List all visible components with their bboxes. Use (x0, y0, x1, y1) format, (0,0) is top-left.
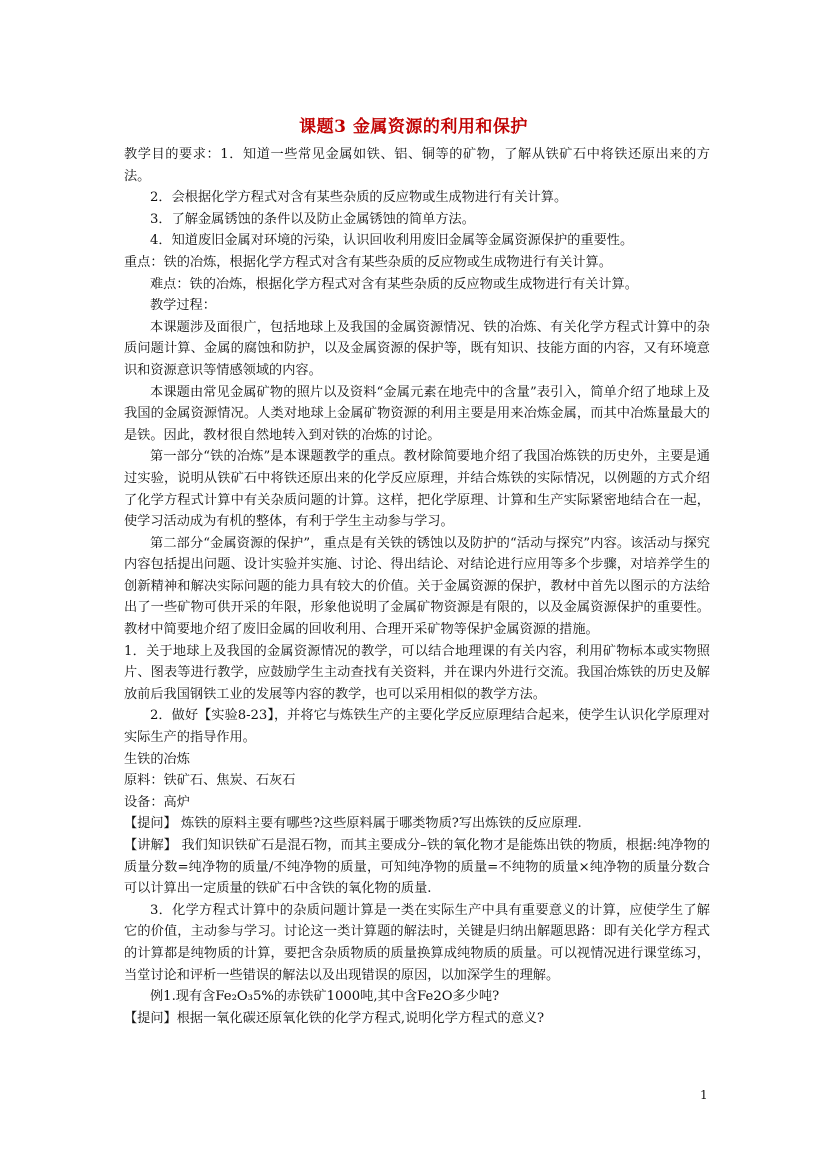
paragraph: 教学目的要求：1．知道一些常见金属如铁、铝、铜等的矿物，了解从铁矿石中将铁还原出来的方法。 (124, 147, 710, 184)
paragraph: 设备：高炉 (124, 794, 190, 810)
paragraph: 难点：铁的冶炼，根据化学方程式对含有某些杂质的反应物或生成物进行有关计算。 (150, 276, 638, 292)
paragraph: 本课题由常见金属矿物的照片以及资料“金属元素在地壳中的含量”表引入，简单介绍了地球上及我国的金属资源情况。人类对地球上金属矿物资源的利用主要是用来冶炼金属，而其中冶炼量最大的是铁。因此，教材很自然地转入到对铁的冶炼的讨论。 (124, 384, 710, 443)
paragraph: 2．会根据化学方程式对含有某些杂质的反应物或生成物进行有关计算。 (150, 190, 568, 206)
paragraph: 第二部分“金属资源的保护”，重点是有关铁的锈蚀以及防护的“活动与探究”内容。该活动与探究内容包括提出问题、设计实验并实施、讨论、得出结论、对结论进行应用等多个步骤，对培养学生的创新精神和解决实际问题的能力具有较大的价值。关于金属资源的保护，教材中首先以图示的方法给出了一些矿物可供开采的年限，形象他说明了金属矿物资源是有限的，以及金属资源保护的重要性。教材中简要地介绍了废旧金属的回收利用、合理开采矿物等保护金属资源的措施。 (124, 535, 710, 638)
paragraph: 【讲解】 我们知识铁矿石是混石物，而其主要成分–铁的氧化物才是能炼出铁的物质，根据:纯净物的质量分数=纯净物的质量/不纯净物的质量，可知纯净物的质量=不纯物的质量×纯净物的质量分数合可以计算出一定质量的铁矿石中含铁的氧化物的质量. (124, 838, 710, 897)
paragraph: 原料：铁矿石、焦炭、石灰石 (124, 773, 296, 789)
paragraph: 3．了解金属锈蚀的条件以及防止金属锈蚀的简单方法。 (150, 211, 475, 227)
paragraph: 3．化学方程式计算中的杂质问题计算是一类在实际生产中具有重要意义的计算，应使学生了解它的价值，主动参与学习。讨论这一类计算题的解法时，关键是归纳出解题思路：即有关化学方程式的计算都是纯物质的计算，要把含杂质物质的质量换算成纯物质的质量。可以视情况进行课堂练习，当堂讨论和评析一些错误的解法以及出现错误的原因，以加深学生的理解。 (124, 902, 710, 983)
paragraph: 教学过程： (150, 298, 216, 314)
paragraph: 例1.现有含Fe₂O₃5%的赤铁矿1000吨,其中含Fe2O多少吨? (150, 989, 500, 1005)
paragraph: 【提问】根据一氧化碳还原氧化铁的化学方程式,说明化学方程式的意义? (124, 1010, 545, 1026)
paragraph: 本课题涉及面很广，包括地球上及我国的金属资源情况、铁的冶炼、有关化学方程式计算中的杂质问题计算、金属的腐蚀和防护，以及金属资源的保护等，既有知识、技能方面的内容，又有环境意识和资源意识等情感领域的内容。 (124, 319, 710, 378)
document-title: 课题3 金属资源的利用和保护 (299, 117, 528, 137)
page-number: 1 (700, 1088, 708, 1102)
paragraph: 2．做好【实验8-23】，并将它与炼铁生产的主要化学反应原理结合起来，使学生认识化学原理对实际生产的指导作用。 (124, 708, 710, 746)
paragraph: 1．关于地球上及我国的金属资源情况的教学，可以结合地理课的有关内容，利用矿物标本或实物照片、图表等进行教学，应鼓励学生主动查找有关资料，并在课内外进行交流。我国冶炼铁的历史及解放前后我国钢铁工业的发展等内容的教学，也可以采用相似的教学方法。 (124, 643, 710, 702)
paragraph: 生铁的冶炼 (124, 751, 190, 767)
document-body (124, 144, 710, 1029)
paragraph: 【提问】 炼铁的原料主要有哪些?这些原料属于哪类物质?写出炼铁的反应原理. (124, 816, 582, 832)
paragraph: 第一部分“铁的冶炼”是本课题教学的重点。教材除简要地介绍了我国冶炼铁的历史外，主要是通过实验，说明从铁矿石中将铁还原出来的化学反应原理，并结合炼铁的实际情况，以例题的方式介绍了化学方程式计算中有关杂质问题的计算。这样，把化学原理、计算和生产实际紧密地结合在一起，使学习活动成为有机的整体，有利于学生主动参与学习。 (124, 449, 710, 530)
paragraph: 4．知道废旧金属对环境的污染，认识回收利用废旧金属等金属资源保护的重要性。 (150, 233, 634, 249)
paragraph: 重点：铁的冶炼，根据化学方程式对含有某些杂质的反应物或生成物进行有关计算。 (124, 254, 612, 270)
